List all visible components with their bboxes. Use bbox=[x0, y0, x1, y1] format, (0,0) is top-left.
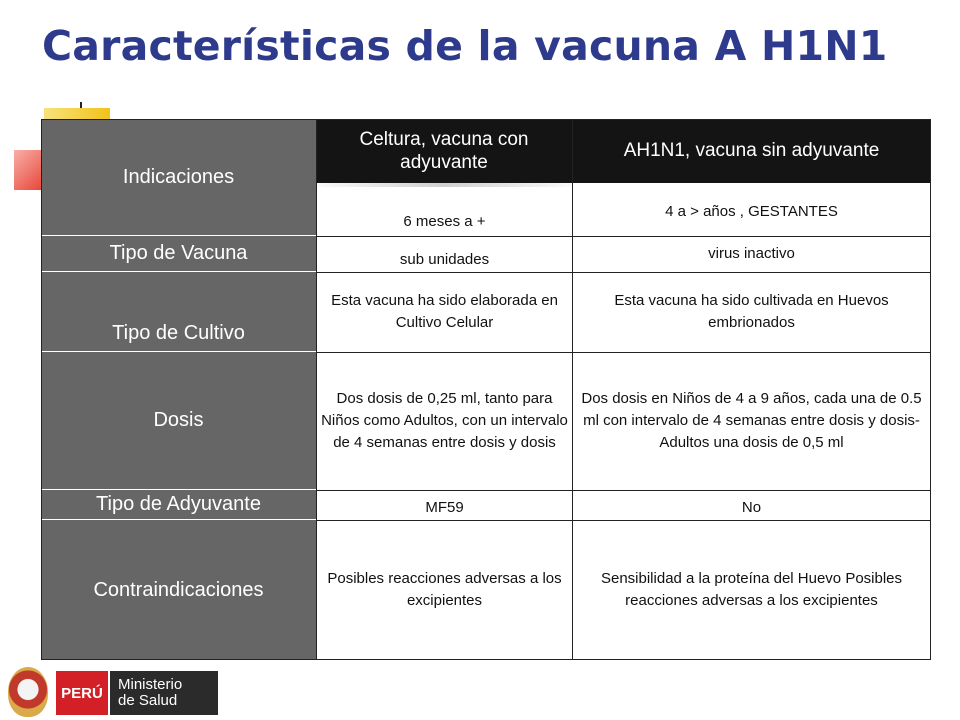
column-header-ah1n1: AH1N1, vacuna sin adyuvante bbox=[572, 119, 931, 183]
cell-celtura-dosis: Dos dosis de 0,25 ml, tanto para Niños como Adultos, con un intervalo de 4 semanas entre dosis y dosis bbox=[317, 353, 572, 489]
column-header-celtura: Celtura, vacuna con adyuvante bbox=[316, 119, 572, 183]
page-title: Características de la vacuna A H1N1 bbox=[42, 22, 888, 70]
decorative-red-block bbox=[14, 150, 42, 190]
table-border bbox=[41, 119, 931, 660]
logo-ministry bbox=[110, 671, 218, 715]
cell-celtura-indicaciones: 6 meses a + bbox=[317, 187, 572, 235]
cell-celtura-tipo-cultivo: Esta vacuna ha sido elaborada en Cultivo Celular bbox=[317, 273, 572, 351]
cell-celtura-contraindicaciones: Posibles reacciones adversas a los excipientes bbox=[317, 521, 572, 659]
row-label-contraindicaciones: Contraindicaciones bbox=[93, 578, 264, 601]
row-label-tipo-adyuvante: Tipo de Adyuvante bbox=[41, 490, 316, 520]
row-label-tipo-cultivo: Tipo de Cultivo bbox=[41, 272, 316, 352]
logo-country: PERÚ bbox=[56, 671, 108, 715]
cell-celtura-adyuvante: MF59 bbox=[317, 491, 572, 519]
row-label-indicaciones: Indicaciones bbox=[41, 119, 316, 236]
logo-ministry-line1: Ministerio bbox=[118, 675, 183, 693]
cell-ah1n1-adyuvante: No bbox=[573, 491, 930, 519]
ministerio-salud-logo bbox=[0, 663, 222, 720]
cell-ah1n1-tipo-cultivo: Esta vacuna ha sido cultivada en Huevos embrionados bbox=[573, 273, 930, 351]
cell-ah1n1-tipo-vacuna: virus inactivo bbox=[573, 237, 930, 271]
cell-ah1n1-dosis: Dos dosis en Niños de 4 a 9 años, cada una de 0.5 ml con intervalo de 4 semanas entre dosis y dosis- Adultos una dosis de 0,5 ml bbox=[573, 353, 930, 489]
logo-ministry-line2: de Salud bbox=[118, 692, 178, 709]
row-label-dosis: Dosis bbox=[41, 352, 316, 490]
cell-ah1n1-contraindicaciones: Sensibilidad a la proteína del Huevo Posibles reacciones adversas a los excipientes bbox=[573, 521, 930, 659]
cell-celtura-tipo-vacuna: sub unidades bbox=[317, 237, 572, 271]
vaccine-comparison-table bbox=[41, 119, 931, 660]
cell-ah1n1-indicaciones: 4 a > años , GESTANTES bbox=[573, 187, 930, 235]
row-label-tipo-vacuna: Tipo de Vacuna bbox=[41, 236, 316, 272]
coat-of-arms-icon bbox=[8, 667, 48, 717]
